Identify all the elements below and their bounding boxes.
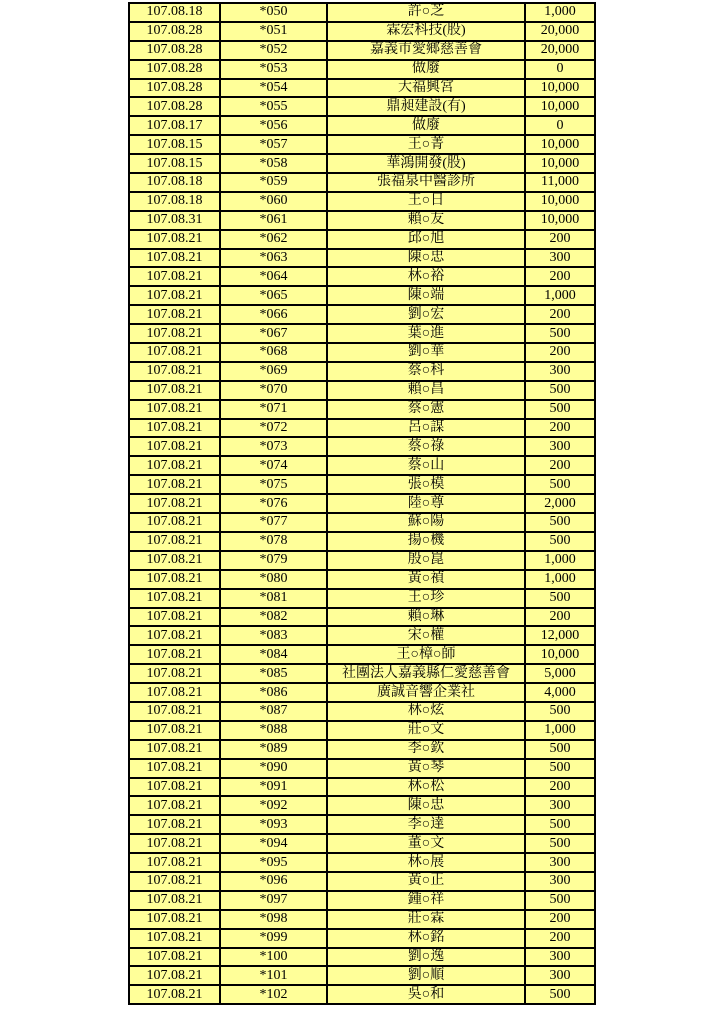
- amount-cell: 300: [525, 362, 595, 381]
- amount-cell: 200: [525, 456, 595, 475]
- table-row: [129, 381, 595, 400]
- table-row: [129, 192, 595, 211]
- date-cell: 107.08.21: [129, 778, 220, 797]
- date-cell: 107.08.21: [129, 305, 220, 324]
- donor-name-cell: 莊○文: [327, 721, 525, 740]
- amount-cell: 1,000: [525, 570, 595, 589]
- amount-cell: 300: [525, 948, 595, 967]
- receipt-number-cell: *100: [220, 948, 327, 967]
- date-cell: 107.08.15: [129, 154, 220, 173]
- donor-name-cell: 劉○華: [327, 343, 525, 362]
- receipt-number-cell: *058: [220, 154, 327, 173]
- table-row: [129, 135, 595, 154]
- amount-cell: 10,000: [525, 645, 595, 664]
- table-row: [129, 910, 595, 929]
- amount-cell: 300: [525, 966, 595, 985]
- date-cell: 107.08.21: [129, 324, 220, 343]
- donor-name-cell: 吳○和: [327, 985, 525, 1004]
- amount-cell: 1,000: [525, 3, 595, 22]
- donor-name-cell: 林○展: [327, 853, 525, 872]
- donor-name-cell: 做廢: [327, 116, 525, 135]
- table-row: [129, 778, 595, 797]
- receipt-number-cell: *071: [220, 400, 327, 419]
- table-row: [129, 343, 595, 362]
- donor-name-cell: 林○銘: [327, 929, 525, 948]
- receipt-number-cell: *078: [220, 532, 327, 551]
- amount-cell: 20,000: [525, 41, 595, 60]
- receipt-number-cell: *076: [220, 494, 327, 513]
- table-row: [129, 532, 595, 551]
- donor-name-cell: 李○欽: [327, 740, 525, 759]
- date-cell: 107.08.21: [129, 985, 220, 1004]
- amount-cell: 5,000: [525, 664, 595, 683]
- table-row: [129, 626, 595, 645]
- date-cell: 107.08.21: [129, 532, 220, 551]
- date-cell: 107.08.21: [129, 929, 220, 948]
- table-row: [129, 570, 595, 589]
- table-row: [129, 551, 595, 570]
- amount-cell: 1,000: [525, 551, 595, 570]
- receipt-number-cell: *067: [220, 324, 327, 343]
- date-cell: 107.08.21: [129, 702, 220, 721]
- date-cell: 107.08.31: [129, 211, 220, 230]
- table-row: [129, 664, 595, 683]
- receipt-number-cell: *068: [220, 343, 327, 362]
- donor-name-cell: 做廢: [327, 60, 525, 79]
- donor-name-cell: 張福泉中醫診所: [327, 173, 525, 192]
- table-row: [129, 702, 595, 721]
- amount-cell: 200: [525, 267, 595, 286]
- date-cell: 107.08.28: [129, 79, 220, 98]
- donor-name-cell: 劉○逸: [327, 948, 525, 967]
- amount-cell: 500: [525, 834, 595, 853]
- date-cell: 107.08.21: [129, 645, 220, 664]
- donor-name-cell: 呂○謀: [327, 419, 525, 438]
- table-row: [129, 79, 595, 98]
- date-cell: 107.08.21: [129, 740, 220, 759]
- receipt-number-cell: *089: [220, 740, 327, 759]
- receipt-number-cell: *079: [220, 551, 327, 570]
- receipt-number-cell: *063: [220, 249, 327, 268]
- donor-name-cell: 劉○順: [327, 966, 525, 985]
- amount-cell: 500: [525, 381, 595, 400]
- receipt-number-cell: *095: [220, 853, 327, 872]
- donor-name-cell: 宋○權: [327, 626, 525, 645]
- donor-name-cell: 黃○正: [327, 872, 525, 891]
- donor-name-cell: 林○松: [327, 778, 525, 797]
- receipt-number-cell: *094: [220, 834, 327, 853]
- date-cell: 107.08.21: [129, 948, 220, 967]
- date-cell: 107.08.21: [129, 626, 220, 645]
- amount-cell: 200: [525, 305, 595, 324]
- donor-name-cell: 廣誠音響企業社: [327, 683, 525, 702]
- donor-name-cell: 鼎昶建設(有): [327, 97, 525, 116]
- date-cell: 107.08.21: [129, 834, 220, 853]
- date-cell: 107.08.21: [129, 267, 220, 286]
- donor-name-cell: 陳○忠: [327, 796, 525, 815]
- date-cell: 107.08.21: [129, 551, 220, 570]
- table-row: [129, 400, 595, 419]
- donor-name-cell: 大福興宮: [327, 79, 525, 98]
- receipt-number-cell: *101: [220, 966, 327, 985]
- donor-name-cell: 蔡○科: [327, 362, 525, 381]
- receipt-number-cell: *065: [220, 286, 327, 305]
- amount-cell: 10,000: [525, 154, 595, 173]
- table-row: [129, 456, 595, 475]
- donor-name-cell: 王○菁: [327, 135, 525, 154]
- donor-name-cell: 蔡○山: [327, 456, 525, 475]
- table-row: [129, 589, 595, 608]
- date-cell: 107.08.18: [129, 173, 220, 192]
- donor-name-cell: 林○炫: [327, 702, 525, 721]
- table-row: [129, 759, 595, 778]
- table-row: [129, 22, 595, 41]
- amount-cell: 10,000: [525, 135, 595, 154]
- receipt-number-cell: *050: [220, 3, 327, 22]
- donor-name-cell: 劉○宏: [327, 305, 525, 324]
- receipt-number-cell: *097: [220, 891, 327, 910]
- date-cell: 107.08.21: [129, 815, 220, 834]
- table-row: [129, 815, 595, 834]
- amount-cell: 500: [525, 815, 595, 834]
- date-cell: 107.08.21: [129, 456, 220, 475]
- table-row: [129, 116, 595, 135]
- donor-name-cell: 李○達: [327, 815, 525, 834]
- table-row: [129, 853, 595, 872]
- amount-cell: 200: [525, 608, 595, 627]
- table-row: [129, 324, 595, 343]
- table-row: [129, 834, 595, 853]
- date-cell: 107.08.21: [129, 419, 220, 438]
- receipt-number-cell: *062: [220, 230, 327, 249]
- amount-cell: 500: [525, 740, 595, 759]
- amount-cell: 300: [525, 853, 595, 872]
- donor-name-cell: 董○文: [327, 834, 525, 853]
- donor-name-cell: 陸○尊: [327, 494, 525, 513]
- table-row: [129, 267, 595, 286]
- amount-cell: 10,000: [525, 97, 595, 116]
- date-cell: 107.08.21: [129, 570, 220, 589]
- date-cell: 107.08.21: [129, 381, 220, 400]
- amount-cell: 200: [525, 929, 595, 948]
- table-row: [129, 796, 595, 815]
- amount-cell: 0: [525, 116, 595, 135]
- receipt-number-cell: *053: [220, 60, 327, 79]
- donor-name-cell: 王○珍: [327, 589, 525, 608]
- date-cell: 107.08.21: [129, 683, 220, 702]
- date-cell: 107.08.21: [129, 891, 220, 910]
- amount-cell: 200: [525, 419, 595, 438]
- amount-cell: 500: [525, 891, 595, 910]
- receipt-number-cell: *070: [220, 381, 327, 400]
- date-cell: 107.08.15: [129, 135, 220, 154]
- receipt-number-cell: *096: [220, 872, 327, 891]
- receipt-number-cell: *051: [220, 22, 327, 41]
- donation-ledger-body: [129, 3, 595, 1004]
- receipt-number-cell: *052: [220, 41, 327, 60]
- date-cell: 107.08.21: [129, 853, 220, 872]
- receipt-number-cell: *102: [220, 985, 327, 1004]
- date-cell: 107.08.21: [129, 362, 220, 381]
- date-cell: 107.08.21: [129, 400, 220, 419]
- receipt-number-cell: *075: [220, 475, 327, 494]
- receipt-number-cell: *061: [220, 211, 327, 230]
- table-row: [129, 3, 595, 22]
- receipt-number-cell: *084: [220, 645, 327, 664]
- amount-cell: 0: [525, 60, 595, 79]
- amount-cell: 500: [525, 759, 595, 778]
- amount-cell: 11,000: [525, 173, 595, 192]
- table-row: [129, 211, 595, 230]
- amount-cell: 500: [525, 532, 595, 551]
- receipt-number-cell: *087: [220, 702, 327, 721]
- table-row: [129, 513, 595, 532]
- date-cell: 107.08.28: [129, 97, 220, 116]
- amount-cell: 500: [525, 475, 595, 494]
- table-row: [129, 173, 595, 192]
- donor-name-cell: 黃○琴: [327, 759, 525, 778]
- date-cell: 107.08.21: [129, 664, 220, 683]
- receipt-number-cell: *064: [220, 267, 327, 286]
- amount-cell: 300: [525, 437, 595, 456]
- receipt-number-cell: *054: [220, 79, 327, 98]
- donor-name-cell: 張○模: [327, 475, 525, 494]
- date-cell: 107.08.18: [129, 3, 220, 22]
- table-row: [129, 60, 595, 79]
- receipt-number-cell: *080: [220, 570, 327, 589]
- date-cell: 107.08.28: [129, 41, 220, 60]
- receipt-number-cell: *074: [220, 456, 327, 475]
- amount-cell: 4,000: [525, 683, 595, 702]
- donor-name-cell: 賴○琳: [327, 608, 525, 627]
- receipt-number-cell: *072: [220, 419, 327, 438]
- amount-cell: 300: [525, 249, 595, 268]
- table-row: [129, 419, 595, 438]
- receipt-number-cell: *093: [220, 815, 327, 834]
- date-cell: 107.08.21: [129, 589, 220, 608]
- receipt-number-cell: *059: [220, 173, 327, 192]
- table-row: [129, 683, 595, 702]
- amount-cell: 1,000: [525, 286, 595, 305]
- table-row: [129, 230, 595, 249]
- donor-name-cell: 賴○友: [327, 211, 525, 230]
- receipt-number-cell: *081: [220, 589, 327, 608]
- donor-name-cell: 揚○機: [327, 532, 525, 551]
- receipt-number-cell: *069: [220, 362, 327, 381]
- donor-name-cell: 嘉義市愛鄉慈善會: [327, 41, 525, 60]
- receipt-number-cell: *085: [220, 664, 327, 683]
- date-cell: 107.08.21: [129, 437, 220, 456]
- donor-name-cell: 鍾○祥: [327, 891, 525, 910]
- table-row: [129, 305, 595, 324]
- receipt-number-cell: *060: [220, 192, 327, 211]
- receipt-number-cell: *088: [220, 721, 327, 740]
- amount-cell: 20,000: [525, 22, 595, 41]
- receipt-number-cell: *098: [220, 910, 327, 929]
- table-row: [129, 494, 595, 513]
- receipt-number-cell: *083: [220, 626, 327, 645]
- date-cell: 107.08.21: [129, 513, 220, 532]
- donor-name-cell: 社團法人嘉義縣仁愛慈善會: [327, 664, 525, 683]
- donor-name-cell: 邱○旭: [327, 230, 525, 249]
- receipt-number-cell: *099: [220, 929, 327, 948]
- donor-name-cell: 許○芝: [327, 3, 525, 22]
- receipt-number-cell: *056: [220, 116, 327, 135]
- date-cell: 107.08.21: [129, 721, 220, 740]
- amount-cell: 10,000: [525, 192, 595, 211]
- date-cell: 107.08.17: [129, 116, 220, 135]
- date-cell: 107.08.21: [129, 796, 220, 815]
- date-cell: 107.08.21: [129, 230, 220, 249]
- amount-cell: 200: [525, 778, 595, 797]
- table-row: [129, 41, 595, 60]
- receipt-number-cell: *086: [220, 683, 327, 702]
- table-row: [129, 437, 595, 456]
- date-cell: 107.08.21: [129, 608, 220, 627]
- amount-cell: 10,000: [525, 211, 595, 230]
- table-row: [129, 721, 595, 740]
- amount-cell: 500: [525, 589, 595, 608]
- donor-name-cell: 黃○禎: [327, 570, 525, 589]
- date-cell: 107.08.28: [129, 22, 220, 41]
- amount-cell: 1,000: [525, 721, 595, 740]
- date-cell: 107.08.21: [129, 910, 220, 929]
- donor-name-cell: 王○日: [327, 192, 525, 211]
- donor-name-cell: 蘇○陽: [327, 513, 525, 532]
- table-row: [129, 645, 595, 664]
- amount-cell: 10,000: [525, 79, 595, 98]
- table-row: [129, 985, 595, 1004]
- receipt-number-cell: *091: [220, 778, 327, 797]
- receipt-number-cell: *077: [220, 513, 327, 532]
- donor-name-cell: 葉○進: [327, 324, 525, 343]
- donor-name-cell: 林○裕: [327, 267, 525, 286]
- table-row: [129, 97, 595, 116]
- amount-cell: 500: [525, 324, 595, 343]
- donor-name-cell: 莊○霖: [327, 910, 525, 929]
- table-row: [129, 740, 595, 759]
- amount-cell: 300: [525, 796, 595, 815]
- donor-name-cell: 華鴻開發(股): [327, 154, 525, 173]
- donor-name-cell: 陳○忠: [327, 249, 525, 268]
- table-row: [129, 929, 595, 948]
- table-row: [129, 475, 595, 494]
- receipt-number-cell: *055: [220, 97, 327, 116]
- amount-cell: 300: [525, 872, 595, 891]
- donor-name-cell: 霖宏科技(股): [327, 22, 525, 41]
- table-row: [129, 891, 595, 910]
- date-cell: 107.08.18: [129, 192, 220, 211]
- date-cell: 107.08.21: [129, 249, 220, 268]
- table-row: [129, 286, 595, 305]
- receipt-number-cell: *066: [220, 305, 327, 324]
- amount-cell: 200: [525, 910, 595, 929]
- amount-cell: 200: [525, 343, 595, 362]
- date-cell: 107.08.21: [129, 872, 220, 891]
- amount-cell: 2,000: [525, 494, 595, 513]
- receipt-number-cell: *073: [220, 437, 327, 456]
- table-row: [129, 154, 595, 173]
- donor-name-cell: 蔡○憲: [327, 400, 525, 419]
- amount-cell: 500: [525, 985, 595, 1004]
- table-row: [129, 362, 595, 381]
- donation-ledger-table: [128, 2, 596, 1005]
- donor-name-cell: 賴○昌: [327, 381, 525, 400]
- donor-name-cell: 王○樟○師: [327, 645, 525, 664]
- table-row: [129, 966, 595, 985]
- date-cell: 107.08.21: [129, 966, 220, 985]
- date-cell: 107.08.28: [129, 60, 220, 79]
- table-row: [129, 249, 595, 268]
- donor-name-cell: 殷○崑: [327, 551, 525, 570]
- receipt-number-cell: *090: [220, 759, 327, 778]
- amount-cell: 500: [525, 702, 595, 721]
- date-cell: 107.08.21: [129, 286, 220, 305]
- table-row: [129, 948, 595, 967]
- date-cell: 107.08.21: [129, 759, 220, 778]
- receipt-number-cell: *092: [220, 796, 327, 815]
- amount-cell: 200: [525, 230, 595, 249]
- donor-name-cell: 蔡○祿: [327, 437, 525, 456]
- receipt-number-cell: *057: [220, 135, 327, 154]
- table-row: [129, 872, 595, 891]
- amount-cell: 12,000: [525, 626, 595, 645]
- table-row: [129, 608, 595, 627]
- date-cell: 107.08.21: [129, 494, 220, 513]
- date-cell: 107.08.21: [129, 475, 220, 494]
- amount-cell: 500: [525, 400, 595, 419]
- donor-name-cell: 陳○端: [327, 286, 525, 305]
- date-cell: 107.08.21: [129, 343, 220, 362]
- receipt-number-cell: *082: [220, 608, 327, 627]
- amount-cell: 500: [525, 513, 595, 532]
